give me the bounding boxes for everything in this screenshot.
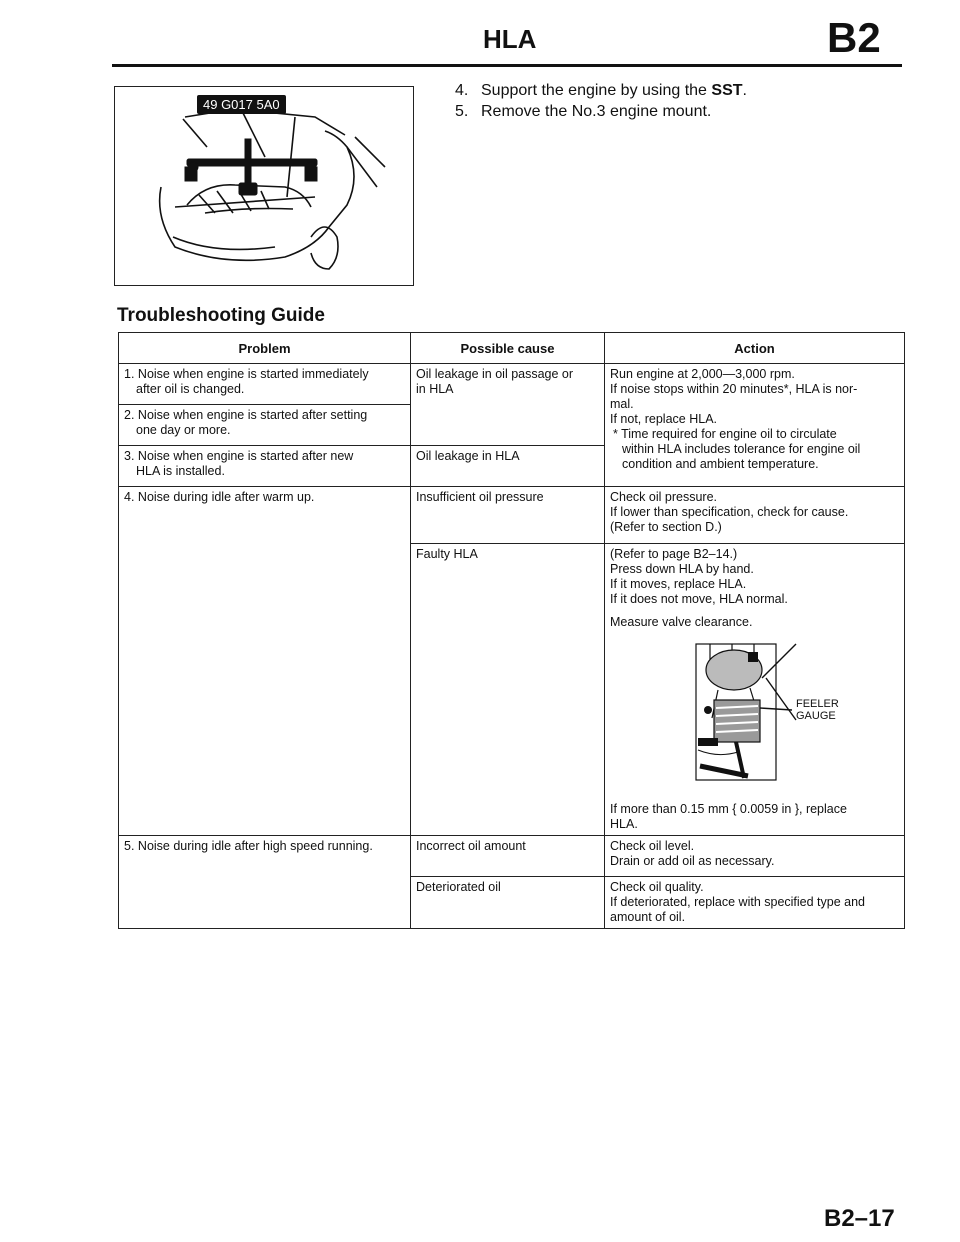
tool-number-badge: 49 G017 5A0 [197, 95, 286, 114]
step-text-end: . [742, 82, 747, 99]
step-text: Support the engine by using the [481, 82, 712, 99]
cause-cell: Deteriorated oil [411, 877, 605, 929]
procedure-steps [455, 80, 747, 122]
troubleshooting-table [118, 332, 905, 929]
feeler-gauge-label: FEELER GAUGE [796, 698, 839, 722]
page-number: B2–17 [824, 1205, 895, 1232]
page-title: HLA [483, 24, 537, 54]
header-problem: Problem [119, 333, 411, 364]
table-row [119, 836, 905, 877]
step-number: 4. [455, 82, 469, 99]
table-row [119, 364, 905, 405]
action-cell: (Refer to page B2–14.) Press down HLA by hand. If it moves, replace HLA. If it does not move, HLA normal. Measure valve clearance. FEELER GAUGE If more than 0.15 mm { 0.0059 in }, replace HLA. [605, 544, 905, 836]
action-cell: Run engine at 2,000—3,000 rpm. If noise stops within 20 minutes*, HLA is nor- mal. If not, replace HLA. * Time required for engine oil to circulate within HLA includes tolerance for engine oil condition and ambient temperature. [605, 364, 905, 487]
section-code: B2 [827, 14, 881, 61]
problem-cell: 2. Noise when engine is started after setting one day or more. [119, 405, 411, 446]
section-title: Troubleshooting Guide [117, 305, 325, 326]
engine-support-illustration [115, 87, 414, 286]
header-action: Action [605, 333, 905, 364]
step-number: 5. [455, 103, 469, 120]
engine-support-figure [114, 86, 414, 286]
header-rule [112, 64, 902, 67]
procedure-step [455, 101, 747, 122]
procedure-step [455, 80, 747, 101]
action-cell: Check oil pressure. If lower than specification, check for cause. (Refer to section D.) [605, 487, 905, 544]
cause-cell: Oil leakage in HLA [411, 446, 605, 487]
action-cell: Check oil quality. If deteriorated, replace with specified type and amount of oil. [605, 877, 905, 929]
problem-cell: 4. Noise during idle after warm up. [119, 487, 411, 836]
valve-clearance-figure [688, 638, 848, 786]
cause-cell: Faulty HLA [411, 544, 605, 836]
table-header-row [119, 333, 905, 364]
problem-cell: 5. Noise during idle after high speed running. [119, 836, 411, 929]
step-text-bold: SST [711, 82, 743, 99]
cause-cell: Incorrect oil amount [411, 836, 605, 877]
problem-cell: 3. Noise when engine is started after new HLA is installed. [119, 446, 411, 487]
problem-cell: 1. Noise when engine is started immediately after oil is changed. [119, 364, 411, 405]
cause-cell: Oil leakage in oil passage or in HLA [411, 364, 605, 446]
action-cell: Check oil level. Drain or add oil as necessary. [605, 836, 905, 877]
cause-cell: Insufficient oil pressure [411, 487, 605, 544]
step-text: Remove the No.3 engine mount. [481, 103, 712, 120]
table-row [119, 487, 905, 544]
header-cause: Possible cause [411, 333, 605, 364]
